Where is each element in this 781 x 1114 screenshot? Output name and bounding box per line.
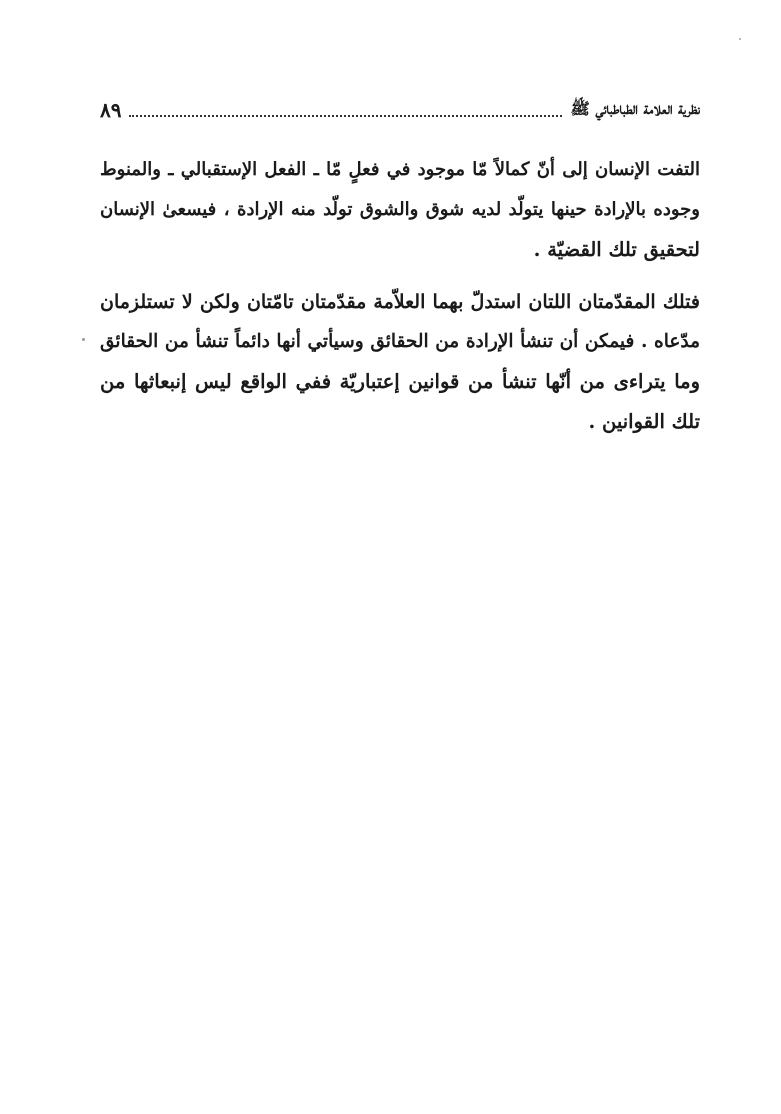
text-line: لتحقيق تلك القضيّة . [533, 238, 700, 261]
text-line: مدّعاه . فيمكن أن تنشأ الإرادة من الحقائق وسيأتي أنها دائماً تنشأ من الحقائق [100, 331, 700, 352]
text-line: وجوده بالإرادة حينها يتولّد لديه شوق والشوق تولّد منه الإرادة ، فيسعىٰ الإنسان [100, 199, 700, 220]
paragraph-1 [100, 150, 700, 270]
running-header [100, 92, 700, 128]
margin-mark [82, 338, 85, 341]
header-title: نظرية العلامة الطباطبائي ﷺ [570, 98, 700, 118]
page-number: ٨٩ [100, 98, 122, 122]
paragraph-2 [100, 282, 700, 442]
body-text [100, 150, 700, 454]
scan-speck [739, 38, 741, 40]
text-line: التفت الإنسان إلى أنّ كمالاً مّا موجود في فعلٍ مّا ـ الفعل الإستقبالي ـ والمنوط [100, 159, 700, 180]
text-line: فتلك المقدّمتان اللتان استدلّ بهما العلاّمة مقدّمتان تامّتان ولكن لا تستلزمان [100, 291, 700, 313]
text-line: وما يتراءى من أنّها تنشأ من قوانين إعتباريّة ففي الواقع ليس إنبعاثها من [100, 370, 700, 393]
header-leader-dots [129, 115, 562, 117]
text-line: تلك القوانين . [588, 410, 700, 433]
